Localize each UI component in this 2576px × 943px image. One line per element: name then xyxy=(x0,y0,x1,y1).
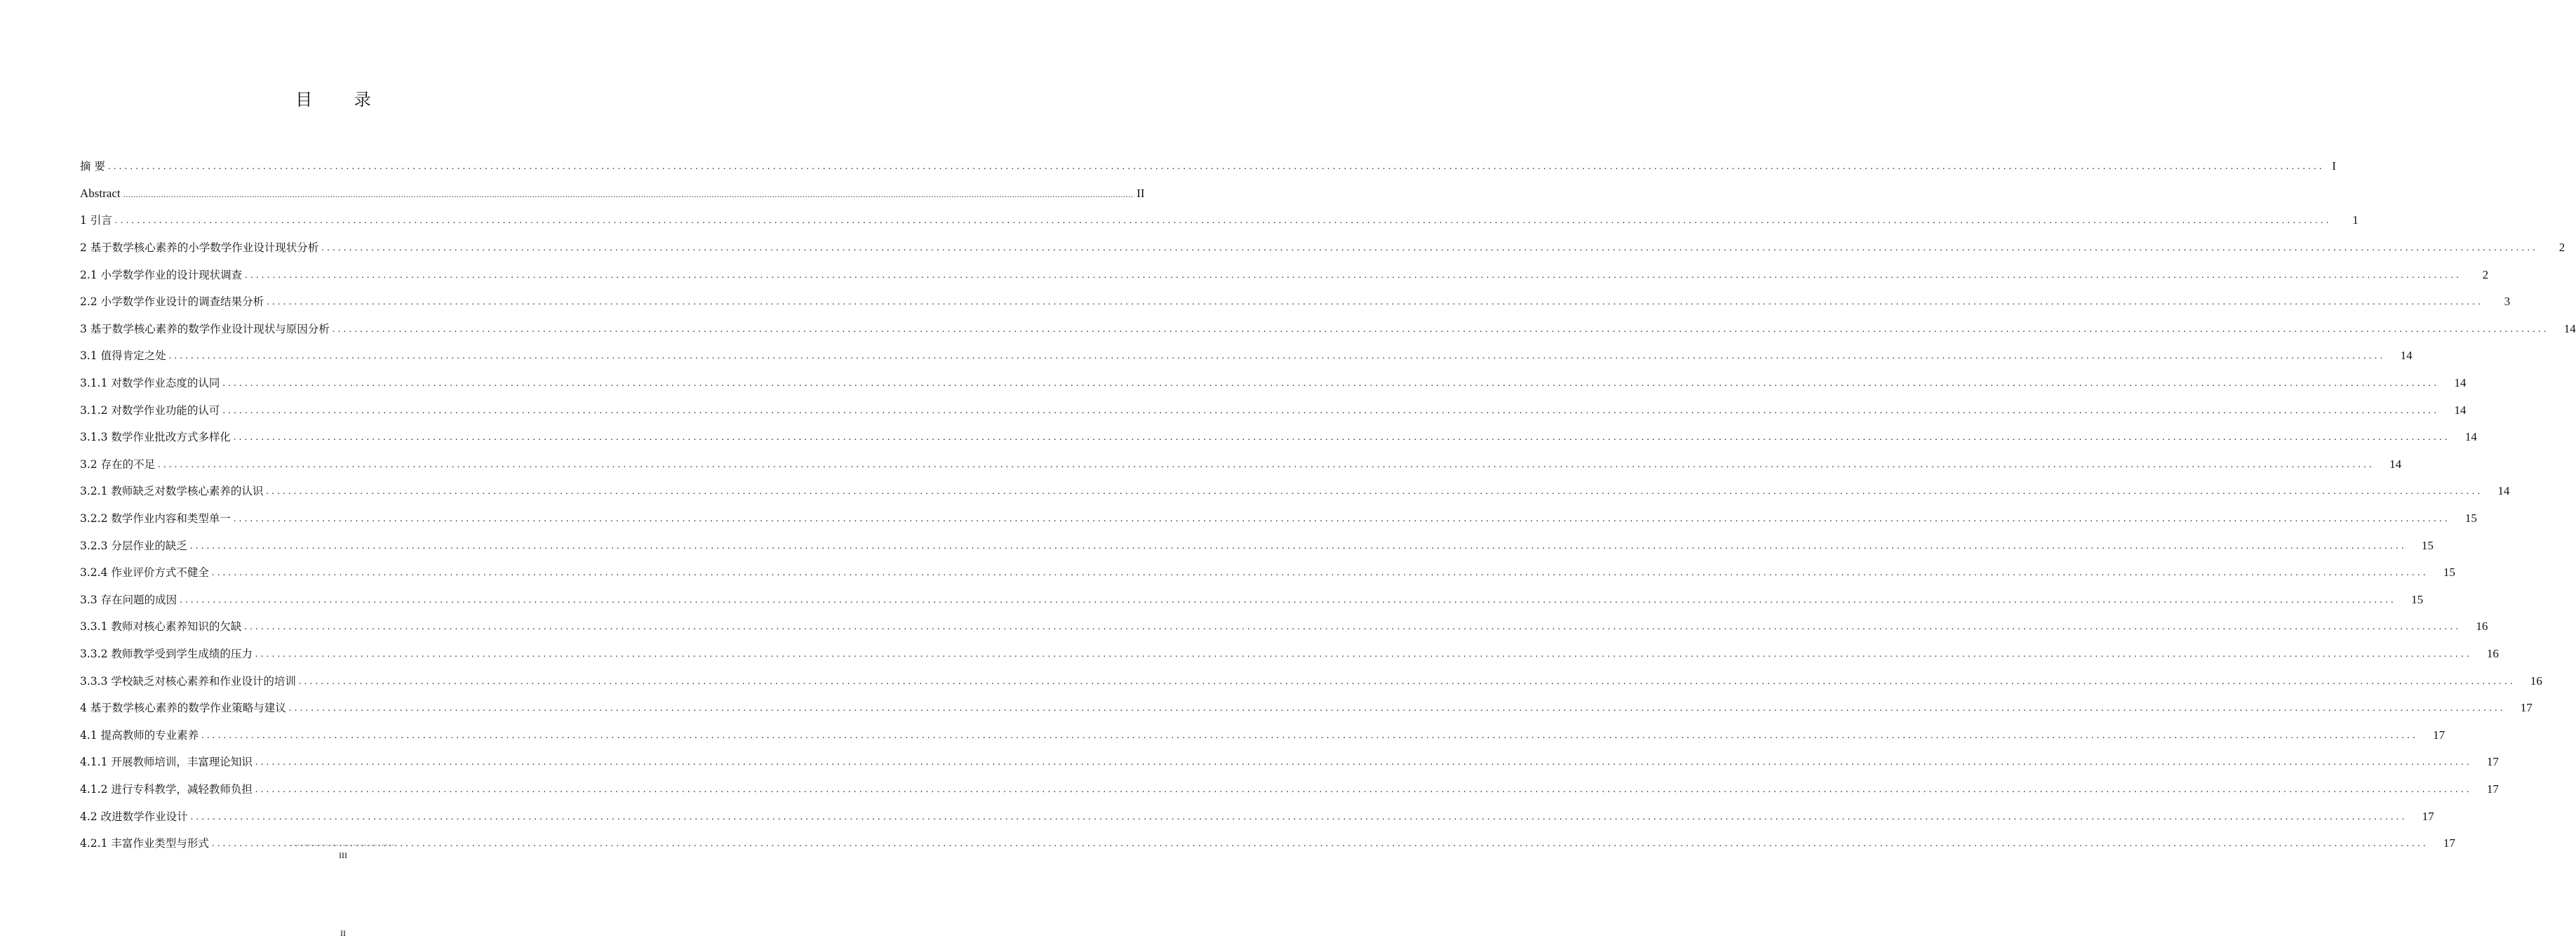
toc-entry-page: 1 xyxy=(2352,213,2359,227)
toc-entry-label: 3.2.1 教师缺乏对数学核心素养的认识 xyxy=(80,484,266,498)
toc-entry-label: 3.3.2 教师教学受到学生成绩的压力 xyxy=(80,647,255,661)
toc-entry-page: 17 xyxy=(2422,809,2434,823)
toc-entry[interactable] xyxy=(80,288,2511,316)
toc-entry[interactable] xyxy=(80,749,2499,776)
toc-entry[interactable] xyxy=(80,424,2477,451)
toc-entry-page: 14 xyxy=(2454,376,2467,390)
toc-entry-page: 14 xyxy=(2389,457,2402,471)
toc-entry-page: II xyxy=(1136,186,1145,200)
toc-leader-dots: ................................................................................................................................................................................................................................................................................................................................................................................................................ xyxy=(211,838,2429,850)
toc-entry[interactable] xyxy=(80,721,2446,749)
toc-entry[interactable] xyxy=(80,342,2413,370)
toc-entry[interactable] xyxy=(80,559,2455,587)
toc-entry[interactable] xyxy=(80,776,2499,803)
toc-leader-dots: ................................................................................................................................................................................................................................................................................................................................................................................................................ xyxy=(201,730,2419,741)
table-of-contents xyxy=(80,153,2576,857)
toc-entry[interactable] xyxy=(80,478,2510,505)
toc-leader-dots: ................................................................................................................................................................................................................................................................................................................................................................................................................ xyxy=(107,161,2325,173)
toc-entry[interactable] xyxy=(80,316,2576,343)
toc-leader-dots: ................................................................................................................................................................................................................................................................................................................................................................................................................ xyxy=(123,189,1134,199)
toc-entry-label: 3.1 值得肯定之处 xyxy=(80,349,169,363)
toc-leader-dots: ................................................................................................................................................................................................................................................................................................................................................................................................................ xyxy=(114,215,2332,227)
toc-leader-dots: ................................................................................................................................................................................................................................................................................................................................................................................................................ xyxy=(267,297,2484,308)
toc-leader-dots: ................................................................................................................................................................................................................................................................................................................................................................................................................ xyxy=(180,594,2397,606)
toc-entry-label: 3.1.2 对数学作业功能的认可 xyxy=(80,403,222,417)
toc-entry-page: 3 xyxy=(2504,295,2511,309)
toc-entry-label: 3.2 存在的不足 xyxy=(80,457,158,472)
toc-entry-page: 14 xyxy=(2454,403,2467,417)
page-number-bottom: II xyxy=(340,928,346,938)
toc-leader-dots: ................................................................................................................................................................................................................................................................................................................................................................................................................ xyxy=(255,648,2472,660)
toc-leader-dots: ................................................................................................................................................................................................................................................................................................................................................................................................................ xyxy=(245,269,2462,281)
toc-leader-dots: ................................................................................................................................................................................................................................................................................................................................................................................................................ xyxy=(158,459,2375,470)
toc-entry[interactable] xyxy=(80,207,2359,234)
toc-entry-label: 摘 要 xyxy=(80,159,108,173)
toc-entry-page: 16 xyxy=(2486,646,2499,660)
toc-entry-page: 15 xyxy=(2464,511,2477,526)
toc-leader-dots: ................................................................................................................................................................................................................................................................................................................................................................................................................ xyxy=(332,323,2549,335)
toc-entry-page: 2 xyxy=(2558,241,2565,255)
toc-entry[interactable] xyxy=(80,153,2336,180)
toc-entry-page: 17 xyxy=(2520,701,2533,715)
toc-entry[interactable] xyxy=(80,451,2402,479)
toc-entry[interactable] xyxy=(80,532,2434,559)
toc-leader-dots: ................................................................................................................................................................................................................................................................................................................................................................................................................ xyxy=(168,351,2386,362)
toc-entry-label: 2.2 小学数学作业设计的调查结果分析 xyxy=(80,295,267,309)
toc-entry-label: 3.1.3 数学作业批改方式多样化 xyxy=(80,430,234,444)
toc-entry[interactable] xyxy=(80,396,2467,424)
toc-entry[interactable] xyxy=(80,613,2488,641)
toc-entry[interactable] xyxy=(80,667,2542,695)
toc-entry-page: 17 xyxy=(2486,755,2499,769)
toc-entry[interactable] xyxy=(80,180,1145,208)
toc-entry-label: 4.1 提高教师的专业素养 xyxy=(80,728,201,742)
toc-entry[interactable] xyxy=(80,234,2565,262)
toc-entry-label: 2 基于数学核心素养的小学数学作业设计现状分析 xyxy=(80,241,321,255)
toc-entry-label: 3.3 存在问题的成因 xyxy=(80,593,180,607)
toc-entry[interactable] xyxy=(80,695,2533,722)
toc-entry-label: 4.1.1 开展教师培训，丰富理论知识 xyxy=(80,755,255,769)
toc-entry-page: I xyxy=(2332,159,2336,173)
toc-entry-page: 14 xyxy=(2497,484,2510,498)
toc-entry-page: 17 xyxy=(2433,728,2446,742)
toc-entry-page: 14 xyxy=(2563,321,2576,335)
toc-entry[interactable] xyxy=(80,641,2499,668)
toc-entry-label: 3.3.3 学校缺乏对核心素养和作业设计的培训 xyxy=(80,674,299,688)
toc-entry-label: 3.2.2 数学作业内容和类型单一 xyxy=(80,511,234,526)
toc-leader-dots: ................................................................................................................................................................................................................................................................................................................................................................................................................ xyxy=(288,703,2506,714)
toc-leader-dots: ................................................................................................................................................................................................................................................................................................................................................................................................................ xyxy=(190,811,2408,822)
toc-leader-dots: ................................................................................................................................................................................................................................................................................................................................................................................................................ xyxy=(189,540,2407,551)
toc-leader-dots: ................................................................................................................................................................................................................................................................................................................................................................................................................ xyxy=(321,243,2539,254)
toc-entry-page: 15 xyxy=(2443,566,2455,580)
toc-entry-page: 16 xyxy=(2476,620,2488,634)
page-number-lower: III xyxy=(339,850,347,860)
toc-leader-dots: ................................................................................................................................................................................................................................................................................................................................................................................................................ xyxy=(211,568,2429,579)
toc-entry-label: 4 基于数学核心素养的数学作业策略与建议 xyxy=(80,701,289,715)
toc-entry[interactable] xyxy=(80,505,2477,533)
toc-leader-dots: ................................................................................................................................................................................................................................................................................................................................................................................................................ xyxy=(255,757,2472,768)
toc-entry-label: 2.1 小学数学作业的设计现状调查 xyxy=(80,268,245,282)
toc-leader-dots: ................................................................................................................................................................................................................................................................................................................................................................................................................ xyxy=(244,622,2462,633)
toc-entry-label: 3.2.4 作业评价方式不健全 xyxy=(80,566,212,580)
toc-leader-dots: ................................................................................................................................................................................................................................................................................................................................................................................................................ xyxy=(222,405,2440,416)
toc-entry-label: 3 基于数学核心素养的数学作业设计现状与原因分析 xyxy=(80,322,333,336)
toc-entry-page: 14 xyxy=(2400,349,2413,363)
toc-entry[interactable] xyxy=(80,587,2424,614)
toc-leader-dots: ................................................................................................................................................................................................................................................................................................................................................................................................................ xyxy=(233,432,2450,443)
toc-leader-dots: ................................................................................................................................................................................................................................................................................................................................................................................................................ xyxy=(266,486,2483,497)
toc-entry-page: 15 xyxy=(2411,592,2424,606)
toc-entry-label: 4.2.1 丰富作业类型与形式 xyxy=(80,836,212,850)
toc-leader-dots: ................................................................................................................................................................................................................................................................................................................................................................................................................ xyxy=(255,784,2472,795)
toc-leader-dots: ................................................................................................................................................................................................................................................................................................................................................................................................................ xyxy=(298,676,2516,687)
toc-entry-page: 14 xyxy=(2464,430,2477,444)
toc-entry-page: 16 xyxy=(2530,674,2542,688)
toc-entry-label: Abstract xyxy=(80,187,123,201)
toc-entry-page: 17 xyxy=(2486,782,2499,796)
toc-entry-label: 1 引言 xyxy=(80,213,115,227)
toc-entry-label: 4.2 改进数学作业设计 xyxy=(80,810,191,824)
toc-entry[interactable] xyxy=(80,803,2434,830)
toc-entry[interactable] xyxy=(80,370,2467,397)
toc-leader-dots: ................................................................................................................................................................................................................................................................................................................................................................................................................ xyxy=(233,514,2450,525)
toc-entry-page: 15 xyxy=(2421,538,2434,552)
toc-entry-page: 17 xyxy=(2443,836,2455,850)
toc-leader-dots: ................................................................................................................................................................................................................................................................................................................................................................................................................ xyxy=(222,378,2440,389)
toc-entry-label: 3.2.3 分层作业的缺乏 xyxy=(80,539,190,553)
page-title: 目 录 xyxy=(295,90,389,109)
toc-entry-page: 2 xyxy=(2482,267,2489,281)
toc-entry-label: 4.1.2 进行专科教学，减轻教师负担 xyxy=(80,782,255,796)
toc-entry-label: 3.3.1 教师对核心素养知识的欠缺 xyxy=(80,620,244,634)
toc-entry-label: 3.1.1 对数学作业态度的认同 xyxy=(80,376,222,390)
toc-entry[interactable] xyxy=(80,261,2489,288)
